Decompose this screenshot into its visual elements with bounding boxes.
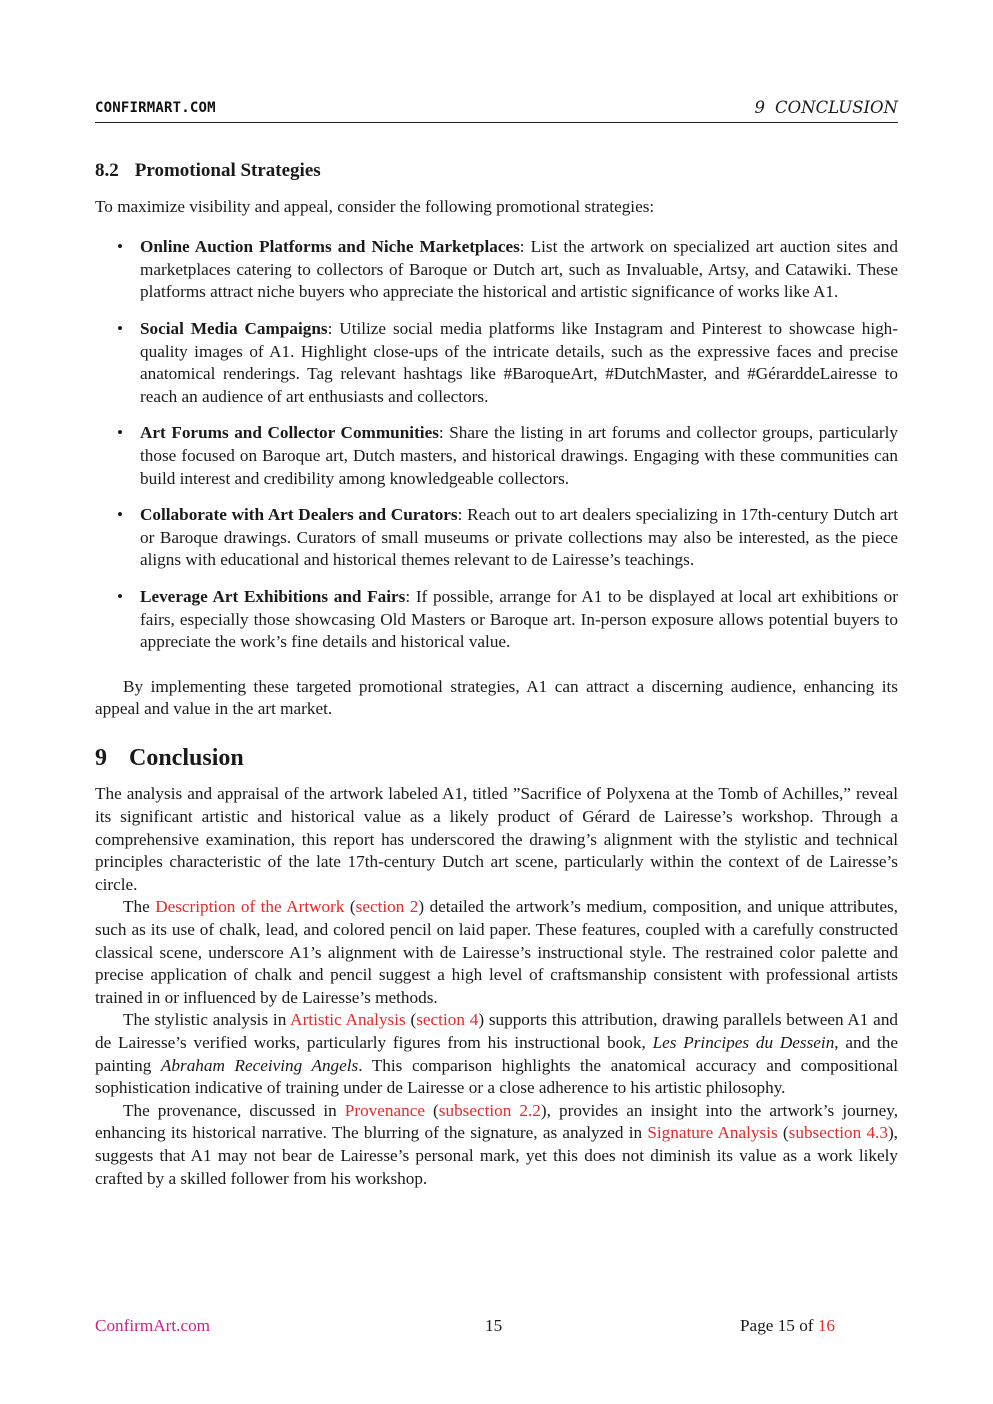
section-title: Conclusion [129,744,244,771]
text-run: . This comparison highlights the anatomical accuracy and compositional sophistication indicative of training under de Lairesse or a close adherence to his artistic philosophy. [95,1055,898,1098]
painting-title: Abraham Receiving Angels [160,1055,359,1075]
list-item [95,318,898,408]
subsection-heading [95,160,898,183]
header-section-title: CONCLUSION [775,98,898,117]
conclusion-paragraph-2 [95,896,898,1009]
bullet-icon: • [117,505,124,525]
list-item-title: Art Forums and Collector Communities [140,423,439,443]
list-item-title: Leverage Art Exhibitions and Fairs [140,586,406,606]
list-item-text: : Reach out to art dealers specializing in 17th-century Dutch art or Baroque drawings. Curators of small museums or private collections may also be interested, as the piece aligns with educational and historical themes relevant to de Lairesse’s teachings. [140,505,898,570]
subsection-number: 8.2 [95,160,119,181]
list-item [95,586,898,654]
text-run: The provenance, discussed in [123,1100,345,1120]
text-run: ) supports this attribution, drawing parallels between A1 and de Lairesse’s verified works, particularly figures from his instructional book, [95,1010,899,1052]
text-run: ) detailed the artwork’s medium, composition, and unique attributes, such as its use of chalk, lead, and colored pencil on laid paper. These features, coupled with a carefully constructed classical scene, underscore A1’s alignment with de Lairesse’s instructional style. The restrained color palette and precise application of chalk and pencil suggest a high level of craftsmanship consistent with professional artists trained in or influenced by de Lairesse’s methods. [95,897,898,1007]
header-section [755,98,898,117]
list-item [95,422,898,490]
link-artistic-analysis[interactable]: Artistic Analysis [290,1010,406,1030]
subsection-closing: By implementing these targeted promotional strategies, A1 can attract a discerning audience, enhancing its appeal and value in the art market. [95,676,898,719]
subsection-intro: To maximize visibility and appeal, consider the following promotional strategies: [95,196,655,216]
link-section-2[interactable]: section 2 [355,897,419,917]
conclusion-paragraph-1: The analysis and appraisal of the artwork labeled A1, titled ”Sacrifice of Polyxena at the Tomb of Achilles,” reveal its significant artistic and historical value as a likely product of Gérard de Lairesse’s workshop. Through a comprehensive examination, this report has underscored the drawing’s alignment with the stylistic and technical principles characteristic of the late 17th-century Dutch art scene, particularly within the context of de Lairesse’s circle. [95,784,898,894]
footer-page-number: 15 [485,1316,503,1335]
link-section-4[interactable]: section 4 [416,1010,479,1030]
list-item [95,236,898,304]
list-item-title: Online Auction Platforms and Niche Marketplaces [140,237,520,257]
list-item-title: Collaborate with Art Dealers and Curators [140,505,458,525]
subsection-title: Promotional Strategies [134,160,321,181]
bullet-icon: • [117,586,124,606]
text-run: ), suggests that A1 may not bear de Lairesse’s personal mark, yet this does not diminish its value as a work likely crafted by a skilled follower from his workshop. [95,1123,898,1188]
conclusion-paragraph-3 [95,1009,898,1099]
bullet-icon: • [117,318,124,338]
body-content [95,160,898,1190]
list-item-text: : If possible, arrange for A1 to be displayed at local art exhibitions or fairs, especially those showcasing Old Masters or Baroque art. In-person exposure allows potential buyers to appreciate the work’s fine details and historical value. [140,586,899,652]
list-item-text: : List the artwork on specialized art auction sites and marketplaces catering to collectors of Baroque or Dutch art, such as Invaluable, Artsy, and Catawiki. These platforms attract niche buyers who appreciate the historical and artistic significance of works like A1. [140,237,898,302]
section-number: 9 [95,744,107,771]
text-run: , and the painting [95,1033,898,1075]
link-description-of-artwork[interactable]: Description of the Artwork [155,897,345,917]
text-run: ( [777,1123,789,1143]
text-run: The stylistic analysis in [123,1010,291,1030]
bullet-icon: • [117,237,124,257]
link-provenance[interactable]: Provenance [344,1100,425,1120]
text-run: ( [344,897,356,917]
conclusion-paragraph-4 [95,1100,898,1190]
confirmart-logo: CONFIRMART.COM [95,100,216,116]
list-item-text: : Share the listing in art forums and collector groups, particularly those focused on Baroque art, Dutch masters, and historical drawings. Engaging with these communities can build interest and credibility among knowledgeable collectors. [140,423,899,488]
text-run: ), provides an insight into the artwork’s journey, enhancing its historical narrative. The blurring of the signature, as analyzed in [95,1100,898,1143]
header-section-number: 9 [754,98,766,117]
link-subsection-4-3[interactable]: subsection 4.3 [788,1123,888,1143]
footer-page-count [740,1316,835,1336]
footer-site-link[interactable]: ConfirmArt.com [95,1316,211,1335]
text-run: ( [405,1010,417,1030]
running-header [95,98,898,123]
page-footer [95,1316,898,1338]
link-signature-analysis[interactable]: Signature Analysis [647,1123,778,1143]
list-item-title: Social Media Campaigns [140,318,328,338]
list-item [95,504,898,572]
text-run: The [123,897,156,917]
strategy-list [95,236,898,654]
footer-page-label: Page 15 of [740,1316,818,1335]
book-title: Les Principes du Dessein [652,1033,835,1052]
text-run: ( [424,1100,439,1120]
bullet-icon: • [117,423,124,443]
list-item-text: : Utilize social media platforms like Instagram and Pinterest to showcase high-quality images of A1. Highlight close-ups of the intricate details, such as the expressive faces and precise anatomical renderings. Tag relevant hashtags like #BaroqueArt, #DutchMaster, and #GérarddeLairesse to reach an audience of art enthusiasts and collectors. [140,318,899,406]
link-subsection-2-2[interactable]: subsection 2.2 [438,1100,541,1120]
footer-total-pages-link[interactable]: 16 [817,1316,835,1335]
section-heading [95,744,898,771]
